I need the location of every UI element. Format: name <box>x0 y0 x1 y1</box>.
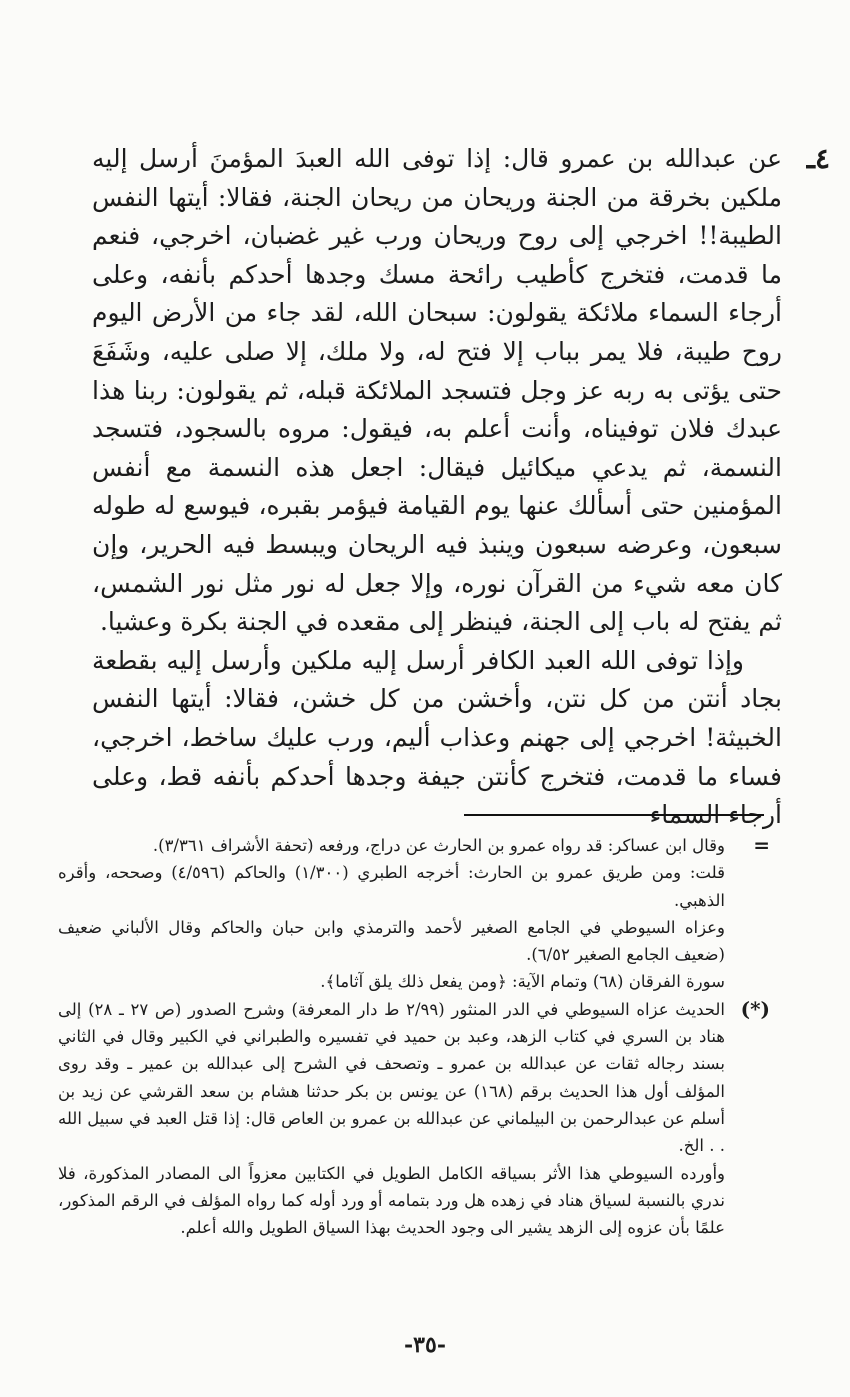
continuation-mark: = <box>753 833 770 857</box>
footnote-line: وعزاه السيوطي في الجامع الصغير لأحمد والترمذي وابن حبان والحاكم وقال الألباني ضعيف (ضعيف الجامع الصغير ٦/٥٢). <box>58 917 725 965</box>
footnotes <box>58 832 770 1241</box>
footnote-line: الحديث عزاه السيوطي في الدر المنثور (٢/٩٩ ط دار المعرفة) وشرح الصدور (ص ٢٧ ـ ٢٨) إلى هناد بن السري في كتاب الزهد، وعبد بن حميد في تفسيره والطبراني في الكبير وقال في الثاني بسند رجاله ثقات عن عبدالله بن عمرو ـ وتصحف في الشرح إلى عبدالله بن عمير ـ وقد روى المؤلف أول هذا الحديث برقم (١٦٨) عن يونس بن بكر حدثنا هشام بن سعد القرشي عن زيد بن أسلم عن عبدالرحمن بن البيلماني عن عبدالله بن عمرو بن العاص قال: إذا قتل العبد في سبيل الله . . الخ. <box>58 999 725 1156</box>
footnote-line: وأورده السيوطي هذا الأثر بسياقه الكامل الطويل في الكتابين معزواً الى المصادر المذكورة، فلا ندري بالنسبة لسياق هناد في زهده هل ورد بتمامه أو ورد أوله كما رواه المؤلف في الرقم المذكور، علمًا بأن عزوه إلى الزهد يشير الى وجود الحديث بهذا السياق الطويل والله أعلم. <box>58 1163 725 1238</box>
page-number: -٣٥- <box>404 1332 446 1358</box>
footnote-continuation <box>58 832 770 996</box>
hadith-paragraph-disbeliever: وإذا توفى الله العبد الكافر أرسل إليه ملكين وأرسل إليه بقطعة بجاد أنتن من كل نتن، وأخشن من كل خشن، فقالا: أيتها النفس الخبيثة! اخرجي إلى جهنم وعذاب أليم، ورب عليك ساخط، اخرجي، فساء ما قدمت، فتخرج كأنتن جيفة وجدها أحدكم بأنفه قط، وعلى أرجاء السماء <box>92 645 783 830</box>
item-number: ٤ـ <box>806 142 830 175</box>
footnote-line: سورة الفرقان (٦٨) وتمام الآية: ﴿ومن يفعل ذلك يلق آثاما﴾. <box>320 972 725 992</box>
footnote-star <box>58 996 770 1242</box>
star-mark: (*) <box>740 996 770 1021</box>
footnote-line: وقال ابن عساكر: قد رواه عمرو بن الحارث عن دراج، ورفعه (تحفة الأشراف ٣/٣٦١). <box>152 836 725 855</box>
footnote-line: قلت: ومن طريق عمرو بن الحارث: أخرجه الطبري (١/٣٠٠) والحاكم (٤/٥٩٦) وصححه، وأقره الذهبي. <box>58 863 725 910</box>
hadith-paragraph-believer: عن عبدالله بن عمرو قال: إذا توفى الله العبدَ المؤمنَ أرسل إليه ملكين بخرقة من الجنة وريحان من ريحان الجنة، فقالا: أيتها النفس الطيبة!! اخرجي إلى روح وريحان ورب غير غضبان، اخرجي، فنعم ما قدمت، فتخرج كأطيب رائحة مسك وجدها أحدكم بأنفه، وعلى أرجاء السماء ملائكة يقولون: سبحان الله، لقد جاء من الأرض اليوم روح طيبة، فلا يمر بباب إلا فتح له، ولا ملك، إلا صلى عليه، وشَفَعَ حتى يؤتى به ربه عز وجل فتسجد الملائكة قبله، ثم يقولون: ربنا هذا عبدك فلان توفيناه، وأنت أعلم به، فيقول: مروه بالسجود، فتسجد النسمة، ثم يدعي ميكائيل فيقال: اجعل هذه النسمة مع أنفس المؤمنين حتى أسألك عنها يوم القيامة فيؤمر بقبره، فيوسع له طوله سبعون، وعرضه سبعون وينبذ فيه الريحان ويبسط فيه الحرير، وإن كان معه شيء من القرآن نوره، وإلا جعل له نور مثل نور الشمس، ثم يفتح له باب إلى الجنة، فينظر إلى مقعده في الجنة بكرة وعشيا. <box>92 144 782 637</box>
main-text <box>92 140 830 835</box>
footnote-separator <box>464 814 764 816</box>
